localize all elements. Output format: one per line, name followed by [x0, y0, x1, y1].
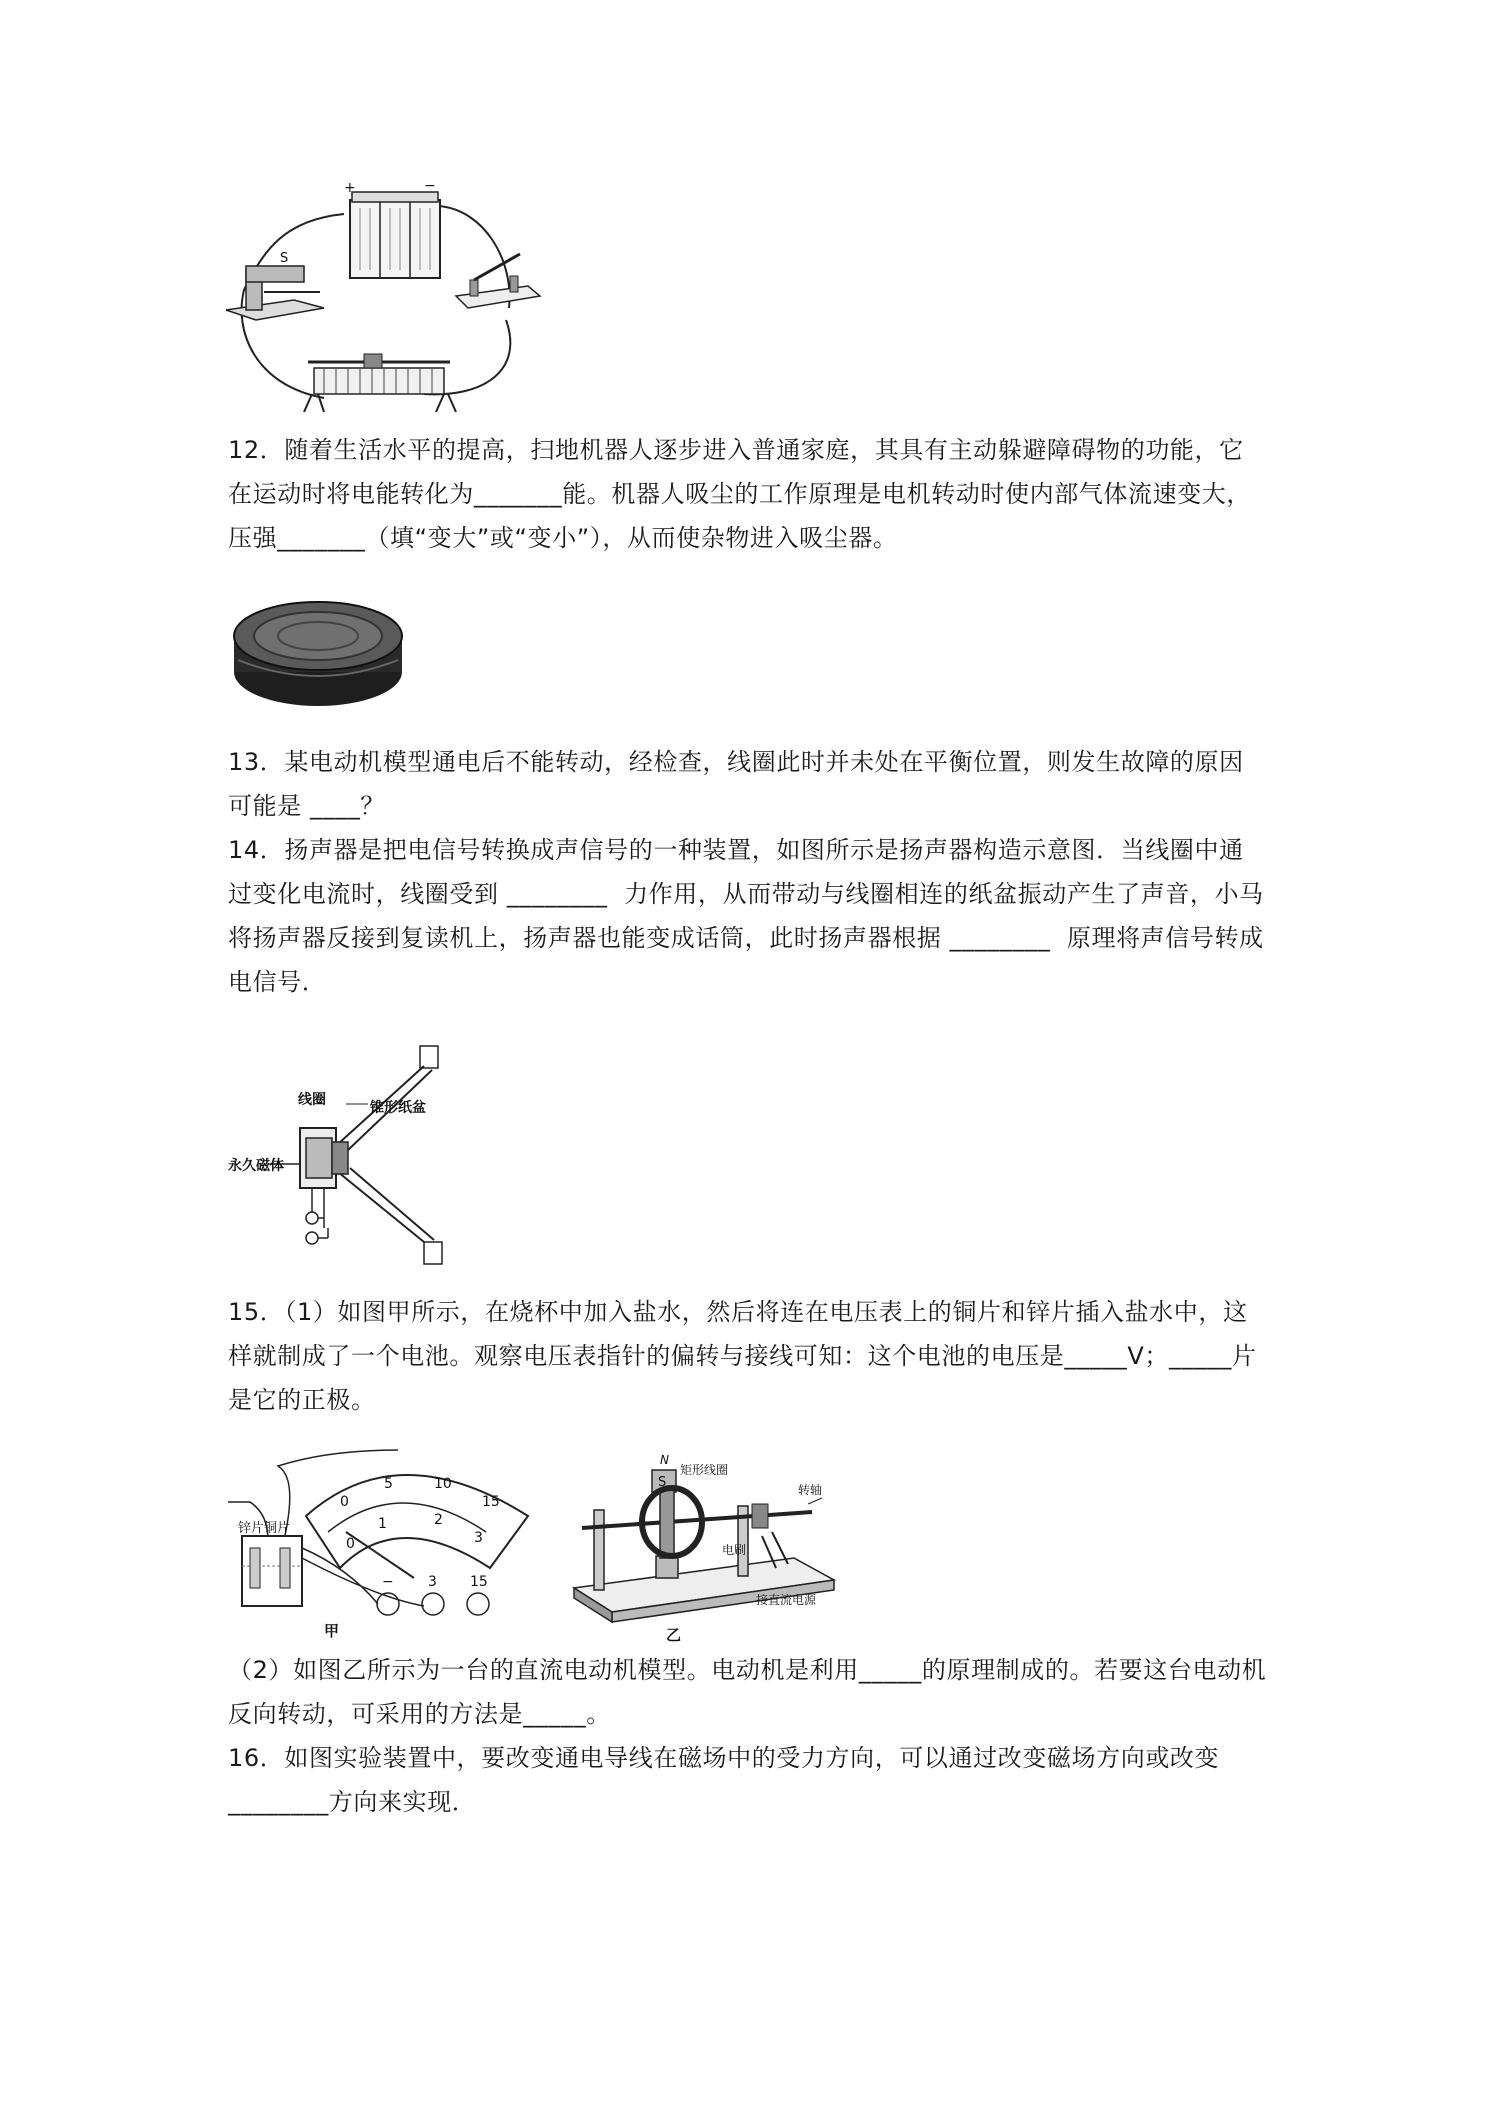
battery-plus-label: + — [344, 180, 356, 196]
meter-tick-bottom-3: 3 — [474, 1530, 483, 1546]
meter-tick-bottom-0: 0 — [346, 1536, 355, 1552]
rheostat-icon — [304, 354, 456, 412]
robot-vacuum-icon — [234, 602, 402, 706]
meter-tick-bottom-1: 1 — [378, 1516, 387, 1532]
motor-coil-label: 矩形线圈 — [680, 1463, 729, 1477]
robot-vacuum-figure — [228, 586, 408, 714]
magnet-icon — [226, 266, 324, 320]
figure-caption-jia: 甲 — [324, 1622, 340, 1640]
speaker-figure — [228, 1042, 498, 1268]
battery-icon — [350, 192, 440, 278]
terminal-15-label: 15 — [470, 1574, 488, 1590]
question-15-part-1: 15．（1）如图甲所示，在烧杯中加入盐水，然后将连在电压表上的铜片和锌片插入盐水中，这样就制成了一个电池。观察电压表指针的偏转与接线可知：这个电池的电压是_____V；_____片是它的正极。 — [228, 1298, 1257, 1414]
meter-tick-bottom-2: 2 — [434, 1512, 443, 1528]
speaker-icon — [268, 1046, 442, 1264]
motor-axis-label: 转轴 — [798, 1483, 823, 1497]
magnet-s-label: S — [280, 251, 289, 266]
switch-icon — [456, 254, 540, 308]
question-16: 16．如图实验装置中，要改变通电导线在磁场中的受力方向，可以通过改变磁场方向或改变________方向来实现． — [228, 1744, 1220, 1816]
terminal-negative-label: − — [382, 1574, 394, 1590]
motor-n-label: N — [660, 1453, 669, 1467]
question-15-part-2: （2）如图乙所示为一台的直流电动机模型。电动机是利用_____的原理制成的。若要这台电动机反向转动，可采用的方法是_____。 — [228, 1656, 1267, 1728]
speaker-magnet-label: 永久磁体 — [228, 1158, 284, 1174]
motor-s-label: S — [658, 1475, 667, 1490]
circuit-figure — [224, 180, 544, 416]
voltmeter-figure — [228, 1448, 558, 1644]
meter-tick-top-0: 0 — [340, 1494, 349, 1510]
cell-label: 锌片铜片 — [238, 1521, 291, 1536]
terminal-3-label: 3 — [428, 1574, 437, 1590]
battery-minus-label: − — [424, 180, 436, 194]
speaker-coil-label: 线圈 — [298, 1092, 326, 1108]
speaker-cone-label: 锥形纸盆 — [370, 1100, 426, 1116]
meter-tick-top-10: 10 — [434, 1476, 452, 1492]
meter-tick-top-15: 15 — [482, 1494, 500, 1510]
figure-caption-yi: 乙 — [666, 1626, 682, 1644]
question-14: 14．扬声器是把电信号转换成声信号的一种装置，如图所示是扬声器构造示意图．当线圈中通过变化电流时，线圈受到 ________ 力作用，从而带动与线圈相连的纸盆振动产生了声音，小马将扬声器反接到复读机上，扬声器也能变成话筒，此时扬声器根据 ________ 原理将声信号转成电信号． — [228, 836, 1264, 996]
motor-figure — [572, 1440, 844, 1646]
question-13: 13．某电动机模型通电后不能转动，经检查，线圈此时并未处在平衡位置，则发生故障的原因可能是 ____？ — [228, 748, 1244, 820]
motor-brush-label: 电刷 — [722, 1543, 747, 1557]
motor-source-label: 接直流电源 — [756, 1593, 817, 1607]
question-12: 12．随着生活水平的提高，扫地机器人逐步进入普通家庭，其具有主动躲避障碍物的功能，它在运动时将电能转化为_______能。机器人吸尘的工作原理是电机转动时使内部气体流速变大，压强_______（填“变大”或“变小”），从而使杂物进入吸尘器。 — [228, 436, 1251, 552]
meter-tick-top-5: 5 — [384, 1476, 393, 1492]
